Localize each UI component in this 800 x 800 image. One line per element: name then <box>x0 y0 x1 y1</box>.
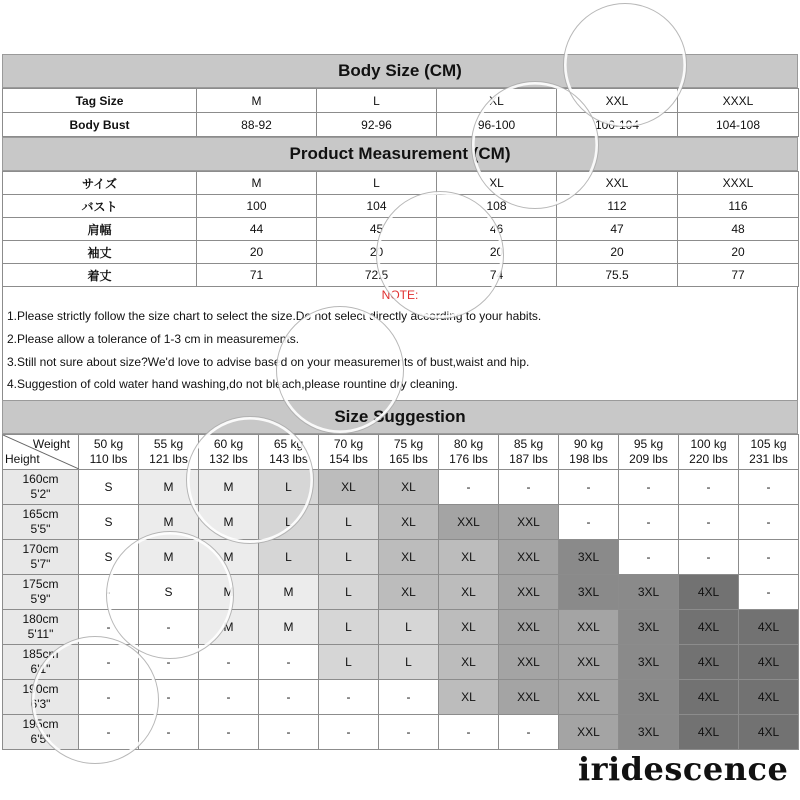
size-cell: - <box>739 470 799 505</box>
height-cm: 170cm <box>22 542 59 556</box>
corner-height-label: Height <box>5 452 40 466</box>
product-row <box>3 172 799 195</box>
body-bust-row <box>3 113 799 137</box>
weight-lbs: 220 lbs <box>689 452 728 466</box>
weight-header <box>619 435 679 470</box>
height-cm: 160cm <box>22 472 59 486</box>
cell-value: 116 <box>678 195 799 218</box>
cell-value: 104-108 <box>678 113 799 137</box>
product-row <box>3 264 799 287</box>
note-line: 4.Suggestion of cold water hand washing,do not bleach,please rountine dry cleaning. <box>7 377 458 391</box>
size-cell: L <box>319 575 379 610</box>
height-row <box>3 610 799 645</box>
size-cell: XL <box>319 470 379 505</box>
size-cell: 4XL <box>679 680 739 715</box>
cell-value: XL <box>437 172 557 195</box>
size-cell: - <box>199 680 259 715</box>
weight-kg: 50 kg <box>93 437 124 451</box>
weight-lbs: 110 lbs <box>89 452 128 466</box>
cell-value: 75.5 <box>557 264 678 287</box>
note-line: 3.Still not sure about size?We'd love to advise based on your measurements of bust,waist and hip. <box>7 355 530 369</box>
cell-value: XXXL <box>678 172 799 195</box>
size-cell: 3XL <box>559 575 619 610</box>
cell-value: XL <box>437 89 557 113</box>
height-ft: 6'1" <box>30 662 51 676</box>
corner-weight-label: Weight <box>32 437 70 451</box>
weight-header <box>319 435 379 470</box>
height-ft: 5'5" <box>30 522 51 536</box>
cell-value: 72.5 <box>317 264 437 287</box>
size-cell: - <box>739 505 799 540</box>
height-header <box>3 470 79 505</box>
tag-size-row <box>3 89 799 113</box>
height-header <box>3 680 79 715</box>
size-cell: - <box>199 645 259 680</box>
size-cell: XXL <box>559 715 619 750</box>
height-cm: 190cm <box>22 682 59 696</box>
height-header <box>3 610 79 645</box>
height-header <box>3 645 79 680</box>
weight-kg: 80 kg <box>453 437 484 451</box>
size-cell: - <box>139 715 199 750</box>
size-cell: - <box>739 575 799 610</box>
note-line: 1.Please strictly follow the size chart to select the size.Do not select directly according to your habits. <box>7 309 542 323</box>
size-cell: - <box>319 680 379 715</box>
size-cell: XXL <box>439 505 499 540</box>
size-cell: S <box>79 470 139 505</box>
height-ft: 5'9" <box>30 592 51 606</box>
size-cell: S <box>139 575 199 610</box>
cell-value: 47 <box>557 218 678 241</box>
product-measurement-title: Product Measurement (CM) <box>2 137 798 171</box>
height-row <box>3 575 799 610</box>
weight-lbs: 132 lbs <box>209 452 248 466</box>
row-label: サイズ <box>3 172 197 195</box>
notes-section <box>2 287 798 400</box>
size-cell: 4XL <box>679 715 739 750</box>
product-row <box>3 218 799 241</box>
cell-value: 44 <box>197 218 317 241</box>
product-measurement-table <box>2 171 799 287</box>
weight-header-row <box>3 435 799 470</box>
cell-value: 45 <box>317 218 437 241</box>
cell-value: L <box>317 172 437 195</box>
cell-value: XXXL <box>678 89 799 113</box>
size-cell: XL <box>379 540 439 575</box>
size-cell: XL <box>439 610 499 645</box>
size-cell: - <box>379 680 439 715</box>
size-cell: L <box>379 610 439 645</box>
size-cell: 4XL <box>739 680 799 715</box>
size-cell: XXL <box>499 680 559 715</box>
size-cell: L <box>259 505 319 540</box>
weight-kg: 70 kg <box>333 437 364 451</box>
height-row <box>3 505 799 540</box>
size-cell: - <box>499 470 559 505</box>
size-cell: M <box>199 470 259 505</box>
cell-value: 74 <box>437 264 557 287</box>
height-cm: 195cm <box>22 717 59 731</box>
size-cell: - <box>259 715 319 750</box>
size-cell: L <box>319 645 379 680</box>
height-ft: 6'3" <box>30 697 51 711</box>
size-cell: XXL <box>559 680 619 715</box>
cell-value: M <box>197 89 317 113</box>
weight-header <box>79 435 139 470</box>
weight-header <box>679 435 739 470</box>
size-cell: - <box>259 680 319 715</box>
body-size-title: Body Size (CM) <box>2 54 798 88</box>
height-cm: 180cm <box>22 612 59 626</box>
note-line: 2.Please allow a tolerance of 1-3 cm in measurements. <box>7 332 300 346</box>
size-cell: S <box>79 505 139 540</box>
height-cm: 185cm <box>22 647 59 661</box>
weight-lbs: 231 lbs <box>749 452 788 466</box>
size-cell: L <box>379 645 439 680</box>
size-cell: XXL <box>499 505 559 540</box>
row-label: 着丈 <box>3 264 197 287</box>
cell-value: 20 <box>678 241 799 264</box>
weight-kg: 85 kg <box>513 437 544 451</box>
row-label: Body Bust <box>3 113 197 137</box>
cell-value: 20 <box>557 241 678 264</box>
size-cell: 4XL <box>739 645 799 680</box>
size-cell: L <box>319 610 379 645</box>
size-cell: M <box>259 575 319 610</box>
size-cell: L <box>319 505 379 540</box>
weight-header <box>559 435 619 470</box>
size-cell: - <box>439 715 499 750</box>
size-cell: XL <box>379 575 439 610</box>
size-cell: - <box>79 715 139 750</box>
size-cell: M <box>139 540 199 575</box>
size-cell: - <box>559 470 619 505</box>
row-label: Tag Size <box>3 89 197 113</box>
cell-value: 20 <box>437 241 557 264</box>
size-cell: 3XL <box>619 715 679 750</box>
size-cell: M <box>139 470 199 505</box>
weight-header <box>199 435 259 470</box>
size-suggestion-table <box>2 434 799 750</box>
weight-kg: 100 kg <box>690 437 727 451</box>
size-cell: - <box>619 505 679 540</box>
size-cell: - <box>79 610 139 645</box>
cell-value: 20 <box>197 241 317 264</box>
cell-value: XXL <box>557 172 678 195</box>
weight-header <box>439 435 499 470</box>
size-cell: 3XL <box>619 680 679 715</box>
size-cell: - <box>499 715 559 750</box>
height-row <box>3 680 799 715</box>
size-cell: - <box>319 715 379 750</box>
height-cm: 175cm <box>22 577 59 591</box>
weight-lbs: 187 lbs <box>509 452 548 466</box>
body-size-table <box>2 88 799 137</box>
size-cell: - <box>379 715 439 750</box>
size-cell: XL <box>379 470 439 505</box>
size-cell: - <box>619 540 679 575</box>
height-ft: 6'5" <box>30 732 51 746</box>
size-cell: M <box>199 505 259 540</box>
size-cell: - <box>139 645 199 680</box>
weight-lbs: 143 lbs <box>269 452 308 466</box>
size-cell: M <box>199 575 259 610</box>
size-cell: - <box>619 470 679 505</box>
size-cell: - <box>79 645 139 680</box>
size-cell: - <box>79 575 139 610</box>
weight-header <box>259 435 319 470</box>
weight-kg: 60 kg <box>213 437 244 451</box>
height-header <box>3 575 79 610</box>
size-cell: XL <box>379 505 439 540</box>
size-cell: XXL <box>499 540 559 575</box>
size-cell: 4XL <box>739 610 799 645</box>
size-cell: XXL <box>499 610 559 645</box>
cell-value: 92-96 <box>317 113 437 137</box>
size-cell: XXL <box>499 575 559 610</box>
cell-value: M <box>197 172 317 195</box>
height-header <box>3 715 79 750</box>
size-cell: M <box>259 610 319 645</box>
height-ft: 5'11" <box>27 627 54 641</box>
size-cell: XL <box>439 575 499 610</box>
cell-value: 112 <box>557 195 678 218</box>
cell-value: 77 <box>678 264 799 287</box>
row-label: 袖丈 <box>3 241 197 264</box>
weight-kg: 65 kg <box>273 437 304 451</box>
weight-header <box>739 435 799 470</box>
size-cell: - <box>739 540 799 575</box>
cell-value: 71 <box>197 264 317 287</box>
cell-value: 100-104 <box>557 113 678 137</box>
product-row <box>3 241 799 264</box>
cell-value: XXL <box>557 89 678 113</box>
size-cell: - <box>679 540 739 575</box>
size-cell: L <box>259 540 319 575</box>
cell-value: 108 <box>437 195 557 218</box>
size-cell: M <box>139 505 199 540</box>
size-cell: XXL <box>499 645 559 680</box>
cell-value: 100 <box>197 195 317 218</box>
height-row <box>3 540 799 575</box>
size-cell: - <box>139 610 199 645</box>
cell-value: 88-92 <box>197 113 317 137</box>
cell-value: 96-100 <box>437 113 557 137</box>
size-chart-sheet <box>2 54 798 750</box>
size-cell: 3XL <box>619 575 679 610</box>
cell-value: 48 <box>678 218 799 241</box>
size-cell: - <box>679 470 739 505</box>
weight-header <box>379 435 439 470</box>
height-row <box>3 715 799 750</box>
size-cell: 4XL <box>679 645 739 680</box>
size-cell: M <box>199 540 259 575</box>
size-cell: XL <box>439 540 499 575</box>
weight-kg: 75 kg <box>393 437 424 451</box>
size-cell: - <box>79 680 139 715</box>
weight-kg: 90 kg <box>573 437 604 451</box>
size-cell: L <box>319 540 379 575</box>
weight-lbs: 154 lbs <box>329 452 368 466</box>
size-cell: M <box>199 610 259 645</box>
row-label: 肩幅 <box>3 218 197 241</box>
weight-lbs: 209 lbs <box>629 452 668 466</box>
brand-logo: iridescence <box>578 750 789 788</box>
size-cell: L <box>259 470 319 505</box>
size-cell: 4XL <box>679 575 739 610</box>
height-row <box>3 645 799 680</box>
height-header <box>3 540 79 575</box>
size-cell: 3XL <box>559 540 619 575</box>
cell-value: 46 <box>437 218 557 241</box>
size-cell: S <box>79 540 139 575</box>
weight-kg: 105 kg <box>750 437 787 451</box>
weight-lbs: 165 lbs <box>389 452 428 466</box>
weight-lbs: 121 lbs <box>149 452 188 466</box>
weight-kg: 55 kg <box>153 437 184 451</box>
weight-header <box>499 435 559 470</box>
size-suggestion-title: Size Suggestion <box>2 400 798 434</box>
weight-lbs: 176 lbs <box>449 452 488 466</box>
size-cell: XXL <box>559 645 619 680</box>
size-cell: - <box>559 505 619 540</box>
corner-cell <box>3 435 79 470</box>
product-row <box>3 195 799 218</box>
size-cell: 3XL <box>619 645 679 680</box>
size-cell: 4XL <box>679 610 739 645</box>
size-cell: - <box>679 505 739 540</box>
weight-header <box>139 435 199 470</box>
size-cell: 3XL <box>619 610 679 645</box>
size-cell: XXL <box>559 610 619 645</box>
height-row <box>3 470 799 505</box>
weight-kg: 95 kg <box>633 437 664 451</box>
weight-lbs: 198 lbs <box>569 452 608 466</box>
size-cell: - <box>199 715 259 750</box>
size-cell: XL <box>439 680 499 715</box>
size-cell: - <box>139 680 199 715</box>
height-ft: 5'2" <box>30 487 51 501</box>
row-label: バスト <box>3 195 197 218</box>
cell-value: 20 <box>317 241 437 264</box>
size-cell: XL <box>439 645 499 680</box>
notes-title: NOTE: <box>381 288 419 302</box>
cell-value: L <box>317 89 437 113</box>
size-cell: - <box>439 470 499 505</box>
height-header <box>3 505 79 540</box>
height-cm: 165cm <box>22 507 59 521</box>
cell-value: 104 <box>317 195 437 218</box>
size-cell: - <box>259 645 319 680</box>
size-cell: 4XL <box>739 715 799 750</box>
height-ft: 5'7" <box>30 557 51 571</box>
